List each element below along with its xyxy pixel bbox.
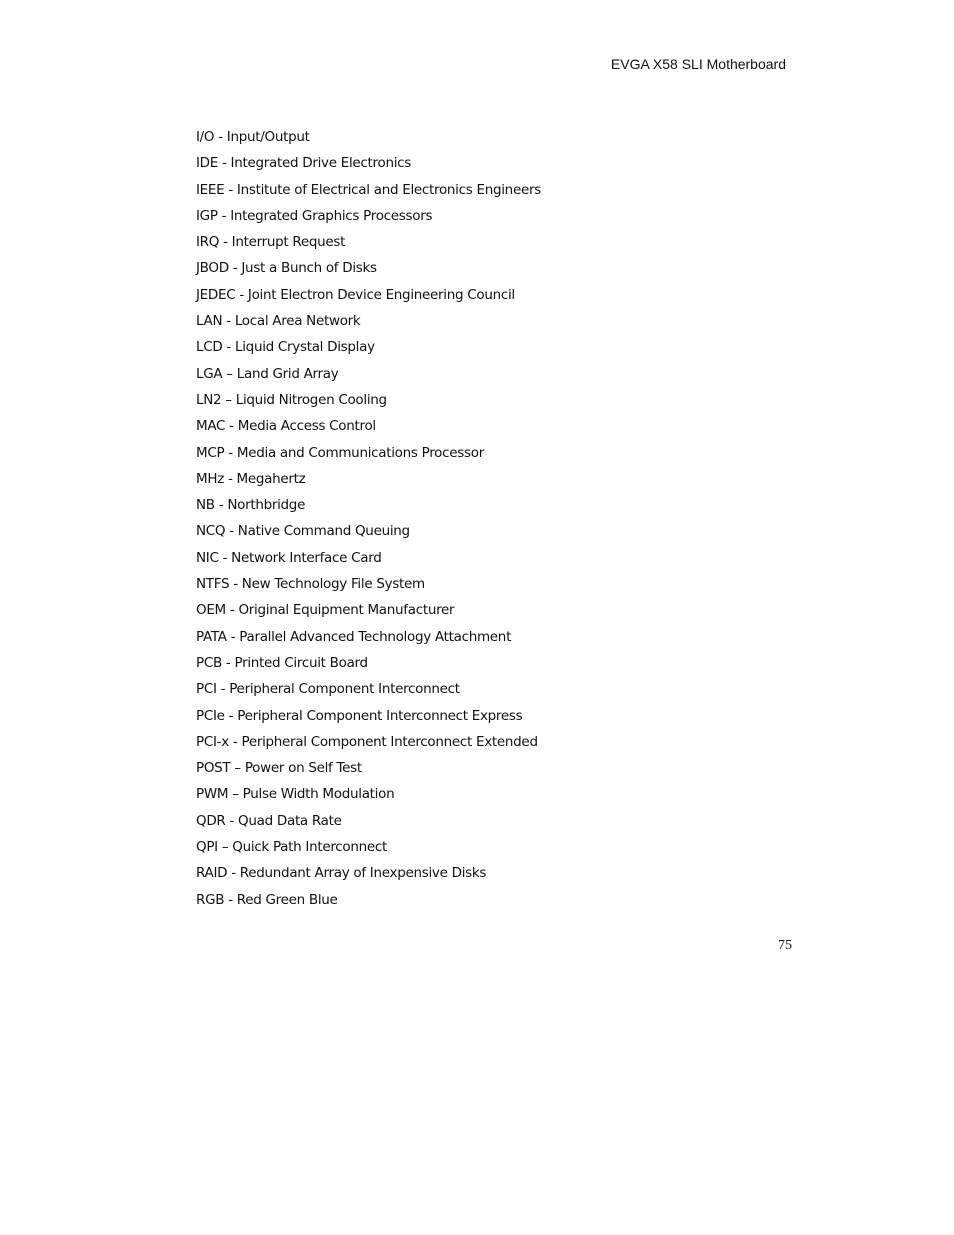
glossary-entry: PATA - Parallel Advanced Technology Attachment [196, 628, 512, 645]
glossary-entry: MCP - Media and Communications Processor [196, 444, 484, 461]
glossary-entry: IEEE - Institute of Electrical and Electronics Engineers [196, 181, 541, 198]
glossary-entry: IRQ - Interrupt Request [196, 234, 346, 251]
glossary-entry: NIC - Network Interface Card [196, 549, 382, 566]
glossary-entry: MHz - Megahertz [196, 470, 306, 487]
glossary-entry: PCI-x - Peripheral Component Interconnect Extended [196, 733, 538, 750]
glossary-entry: NB - Northbridge [196, 497, 306, 514]
glossary-entry: JEDEC - Joint Electron Device Engineering Council [196, 286, 515, 303]
glossary-entry: PCIe - Peripheral Component Interconnect Express [196, 707, 523, 724]
glossary-entry: QDR - Quad Data Rate [196, 812, 342, 829]
glossary-entry: LN2 – Liquid Nitrogen Cooling [196, 391, 387, 408]
glossary-entry: NTFS - New Technology File System [196, 576, 425, 593]
glossary-entry: NCQ - Native Command Queuing [196, 523, 410, 540]
glossary-entry: IDE - Integrated Drive Electronics [196, 155, 412, 172]
glossary-entry: PWM – Pulse Width Modulation [196, 786, 395, 803]
glossary-entry: RGB - Red Green Blue [196, 891, 338, 908]
glossary-list [196, 128, 541, 917]
glossary-entry: LAN - Local Area Network [196, 313, 361, 330]
page-number: 75 [778, 938, 792, 953]
glossary-entry: QPI – Quick Path Interconnect [196, 839, 387, 856]
glossary-entry: POST – Power on Self Test [196, 760, 362, 777]
glossary-entry: LGA – Land Grid Array [196, 365, 339, 382]
glossary-entry: OEM - Original Equipment Manufacturer [196, 602, 455, 619]
glossary-entry: MAC - Media Access Control [196, 418, 376, 435]
glossary-entry: LCD - Liquid Crystal Display [196, 339, 375, 356]
glossary-entry: RAID - Redundant Array of Inexpensive Disks [196, 865, 487, 882]
glossary-entry: JBOD - Just a Bunch of Disks [196, 260, 377, 277]
glossary-entry: I/O - Input/Output [196, 129, 310, 145]
glossary-entry: PCI - Peripheral Component Interconnect [196, 681, 460, 698]
glossary-entry: IGP - Integrated Graphics Processors [196, 207, 433, 224]
glossary-entry: PCB - Printed Circuit Board [196, 654, 368, 671]
running-header: EVGA X58 SLI Motherboard [610, 56, 786, 72]
